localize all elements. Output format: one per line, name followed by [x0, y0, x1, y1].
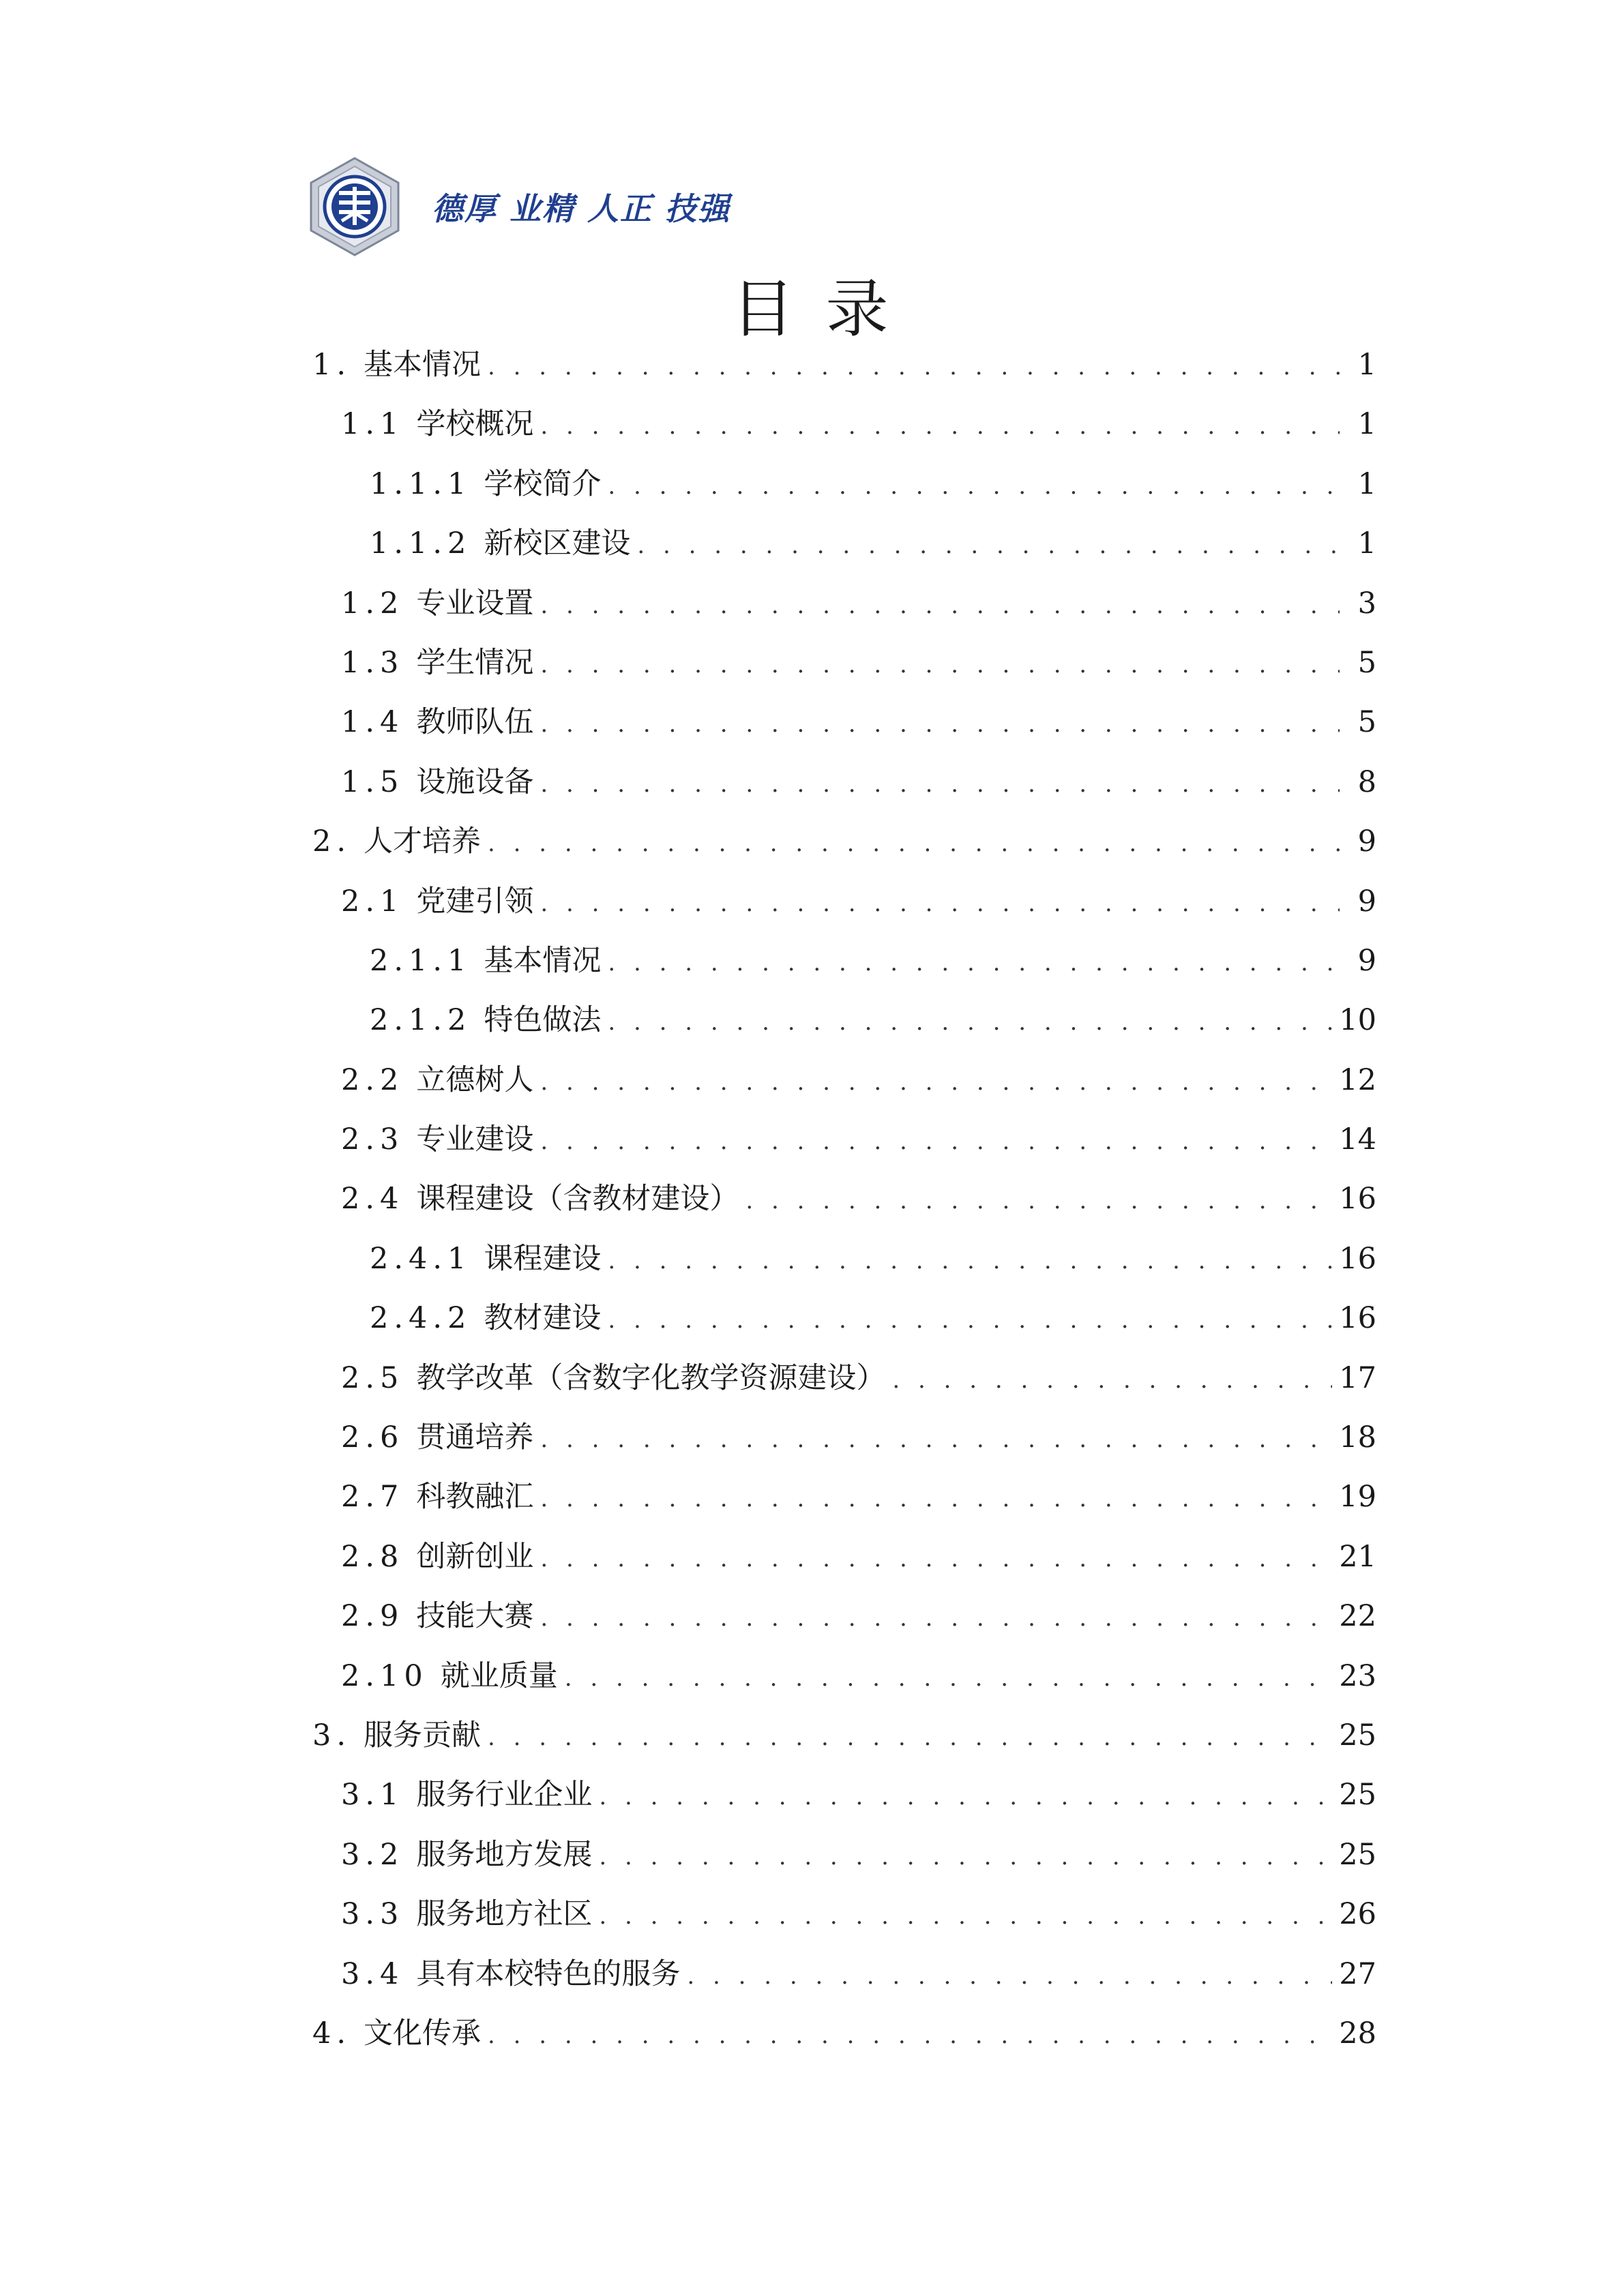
toc-entry[interactable] [312, 336, 1376, 395]
dot-leader [540, 636, 1340, 695]
dot-leader [687, 1947, 1332, 2006]
dot-leader [608, 457, 1340, 516]
toc-entry-label: 科教融汇 [416, 1480, 534, 1515]
toc-entry-page: 1 [1357, 348, 1376, 382]
toc-entry-page: 14 [1339, 1122, 1376, 1157]
toc-entry-page: 8 [1357, 764, 1376, 799]
toc-entry-label: 学校简介 [484, 466, 602, 501]
toc-entry-number: 3. [312, 1718, 352, 1753]
toc-entry-page: 10 [1339, 1003, 1376, 1038]
toc-entry-page: 3 [1357, 586, 1376, 621]
toc-entry-label: 特色做法 [484, 1003, 602, 1038]
dot-leader [540, 576, 1340, 636]
toc-entry-page: 27 [1339, 1956, 1376, 1991]
toc-entry[interactable] [312, 1885, 1376, 1944]
document-header [304, 147, 730, 266]
toc-entry-number: 2.4.1 [370, 1241, 472, 1276]
toc-entry-page: 16 [1339, 1182, 1376, 1217]
dot-leader [488, 2006, 1332, 2066]
toc-entry[interactable] [312, 753, 1376, 812]
toc-entry-number: 1.1.1 [370, 466, 472, 501]
toc-entry-number: 2.5 [341, 1360, 404, 1395]
toc-entry-number: 3.4 [341, 1956, 404, 1991]
dot-leader [608, 993, 1332, 1052]
toc-entry-number: 1. [312, 348, 352, 382]
toc-entry-label: 就业质量 [440, 1658, 558, 1693]
toc-entry-label: 新校区建设 [484, 526, 631, 561]
toc-entry[interactable] [312, 1527, 1376, 1587]
toc-entry-label: 基本情况 [364, 348, 482, 382]
toc-entry-label: 人才培养 [364, 824, 482, 859]
toc-entry[interactable] [312, 1289, 1376, 1348]
toc-entry-number: 4. [312, 2016, 352, 2051]
toc-entry[interactable] [312, 1945, 1376, 2004]
toc-entry-label: 具有本校特色的服务 [416, 1956, 681, 1991]
toc-entry[interactable] [312, 1349, 1376, 1408]
dot-leader [540, 874, 1340, 934]
toc-entry-number: 3.3 [341, 1897, 404, 1932]
dot-leader [608, 1291, 1332, 1350]
toc-entry-label: 学校概况 [416, 407, 534, 442]
toc-entry[interactable] [312, 872, 1376, 931]
dot-leader [637, 516, 1340, 576]
toc-entry[interactable] [312, 991, 1376, 1050]
toc-entry[interactable] [312, 1110, 1376, 1169]
toc-entry[interactable] [312, 931, 1376, 991]
toc-entry[interactable] [312, 1467, 1376, 1527]
toc-entry-page: 25 [1339, 1837, 1376, 1872]
school-logo [304, 155, 406, 258]
toc-entry-page: 22 [1339, 1599, 1376, 1634]
toc-entry-number: 3.1 [341, 1778, 404, 1813]
toc-entry[interactable] [312, 514, 1376, 573]
toc-entry-page: 12 [1339, 1062, 1376, 1097]
page-title: 目录 [731, 273, 920, 346]
toc-entry-label: 设施设备 [416, 764, 534, 799]
toc-entry-page: 1 [1357, 466, 1376, 501]
toc-entry-number: 2.9 [341, 1599, 404, 1634]
toc-entry-number: 2.1.1 [370, 943, 472, 978]
dot-leader [540, 1053, 1332, 1112]
toc-entry-number: 1.5 [341, 764, 404, 799]
toc-entry-label: 党建引领 [416, 884, 534, 919]
toc-entry-number: 2.4 [341, 1182, 404, 1217]
toc-entry-label: 基本情况 [484, 943, 602, 978]
toc-entry-label: 教师队伍 [416, 705, 534, 740]
dot-leader [540, 397, 1340, 456]
toc-entry-page: 16 [1339, 1241, 1376, 1276]
dot-leader [599, 1828, 1332, 1887]
toc-entry-page: 25 [1339, 1718, 1376, 1753]
toc-entry[interactable] [312, 1587, 1376, 1646]
toc-entry-number: 2.1.2 [370, 1003, 472, 1038]
dot-leader [540, 695, 1340, 754]
dot-leader [565, 1649, 1333, 1708]
school-motto: 德厚 业精 人正 技强 [432, 190, 731, 227]
toc-entry[interactable] [312, 633, 1376, 693]
toc-entry-page: 9 [1357, 824, 1376, 859]
toc-entry-page: 25 [1339, 1778, 1376, 1813]
toc-entry[interactable] [312, 1825, 1376, 1885]
toc-entry-label: 教材建设 [484, 1301, 602, 1336]
toc-entry-label: 服务地方发展 [416, 1837, 593, 1872]
dot-leader [540, 1410, 1332, 1470]
toc-entry[interactable] [312, 812, 1376, 871]
toc-entry-label: 课程建设（含教材建设） [416, 1182, 739, 1217]
toc-entry-page: 9 [1357, 943, 1376, 978]
dot-leader [540, 1589, 1332, 1648]
toc-entry-label: 课程建设 [484, 1241, 602, 1276]
toc-entry-page: 23 [1339, 1658, 1376, 1693]
toc-entry-page: 26 [1339, 1897, 1376, 1932]
toc-entry[interactable] [312, 1408, 1376, 1467]
toc-entry-label: 学生情况 [416, 645, 534, 680]
toc-entry-number: 2.3 [341, 1122, 404, 1157]
dot-leader [608, 1232, 1332, 1291]
table-of-contents [312, 336, 1376, 2063]
toc-entry-number: 1.4 [341, 705, 404, 740]
toc-entry-page: 28 [1339, 2016, 1376, 2051]
toc-entry-page: 17 [1339, 1360, 1376, 1395]
toc-entry[interactable] [312, 455, 1376, 514]
toc-entry[interactable] [312, 395, 1376, 454]
toc-entry[interactable] [312, 1051, 1376, 1110]
toc-entry-page: 1 [1357, 526, 1376, 561]
toc-entry-number: 2.10 [341, 1658, 428, 1693]
toc-entry-number: 3.2 [341, 1837, 404, 1872]
dot-leader [892, 1351, 1332, 1410]
toc-entry-label: 专业设置 [416, 586, 534, 621]
toc-entry-page: 18 [1339, 1420, 1376, 1455]
toc-entry-number: 2.4.2 [370, 1301, 472, 1336]
toc-entry-label: 服务行业企业 [416, 1778, 593, 1813]
toc-entry-label: 文化传承 [364, 2016, 482, 2051]
dot-leader [540, 1530, 1332, 1589]
toc-entry-label: 创新创业 [416, 1539, 534, 1574]
dot-leader [540, 1112, 1332, 1172]
toc-entry-label: 服务贡献 [364, 1718, 482, 1753]
dot-leader [488, 1708, 1332, 1768]
toc-entry[interactable] [312, 693, 1376, 752]
toc-entry-page: 5 [1357, 645, 1376, 680]
toc-entry-label: 立德树人 [416, 1062, 534, 1097]
toc-entry[interactable] [312, 574, 1376, 633]
toc-entry-number: 1.2 [341, 586, 404, 621]
toc-entry-label: 技能大赛 [416, 1599, 534, 1634]
toc-entry-label: 贯通培养 [416, 1420, 534, 1455]
toc-entry-number: 2.1 [341, 884, 404, 919]
dot-leader [540, 755, 1340, 814]
toc-entry-number: 1.1.2 [370, 526, 472, 561]
toc-entry-number: 1.1 [341, 407, 404, 442]
toc-entry-number: 2.8 [341, 1539, 404, 1574]
toc-entry-page: 21 [1339, 1539, 1376, 1574]
dot-leader [745, 1172, 1332, 1231]
toc-entry-number: 2. [312, 824, 352, 859]
toc-entry-page: 9 [1357, 884, 1376, 919]
toc-entry[interactable] [312, 1706, 1376, 1765]
toc-entry[interactable] [312, 1765, 1376, 1825]
dot-leader [488, 814, 1340, 874]
toc-entry-number: 2.7 [341, 1480, 404, 1515]
toc-entry-label: 服务地方社区 [416, 1897, 593, 1932]
dot-leader [540, 1470, 1332, 1529]
toc-entry-page: 1 [1357, 407, 1376, 442]
toc-entry-number: 1.3 [341, 645, 404, 680]
toc-entry[interactable] [312, 2004, 1376, 2063]
toc-entry-page: 16 [1339, 1301, 1376, 1336]
toc-entry-number: 2.2 [341, 1062, 404, 1097]
toc-entry[interactable] [312, 1229, 1376, 1289]
toc-entry-number: 2.6 [341, 1420, 404, 1455]
toc-entry-label: 专业建设 [416, 1122, 534, 1157]
toc-entry-page: 19 [1339, 1480, 1376, 1515]
toc-entry-label: 教学改革（含数字化教学资源建设） [416, 1360, 886, 1395]
toc-entry-page: 5 [1357, 705, 1376, 740]
toc-entry[interactable] [312, 1647, 1376, 1706]
dot-leader [608, 934, 1340, 993]
dot-leader [488, 338, 1340, 397]
toc-entry[interactable] [312, 1169, 1376, 1229]
dot-leader [599, 1768, 1332, 1827]
dot-leader [599, 1887, 1332, 1946]
